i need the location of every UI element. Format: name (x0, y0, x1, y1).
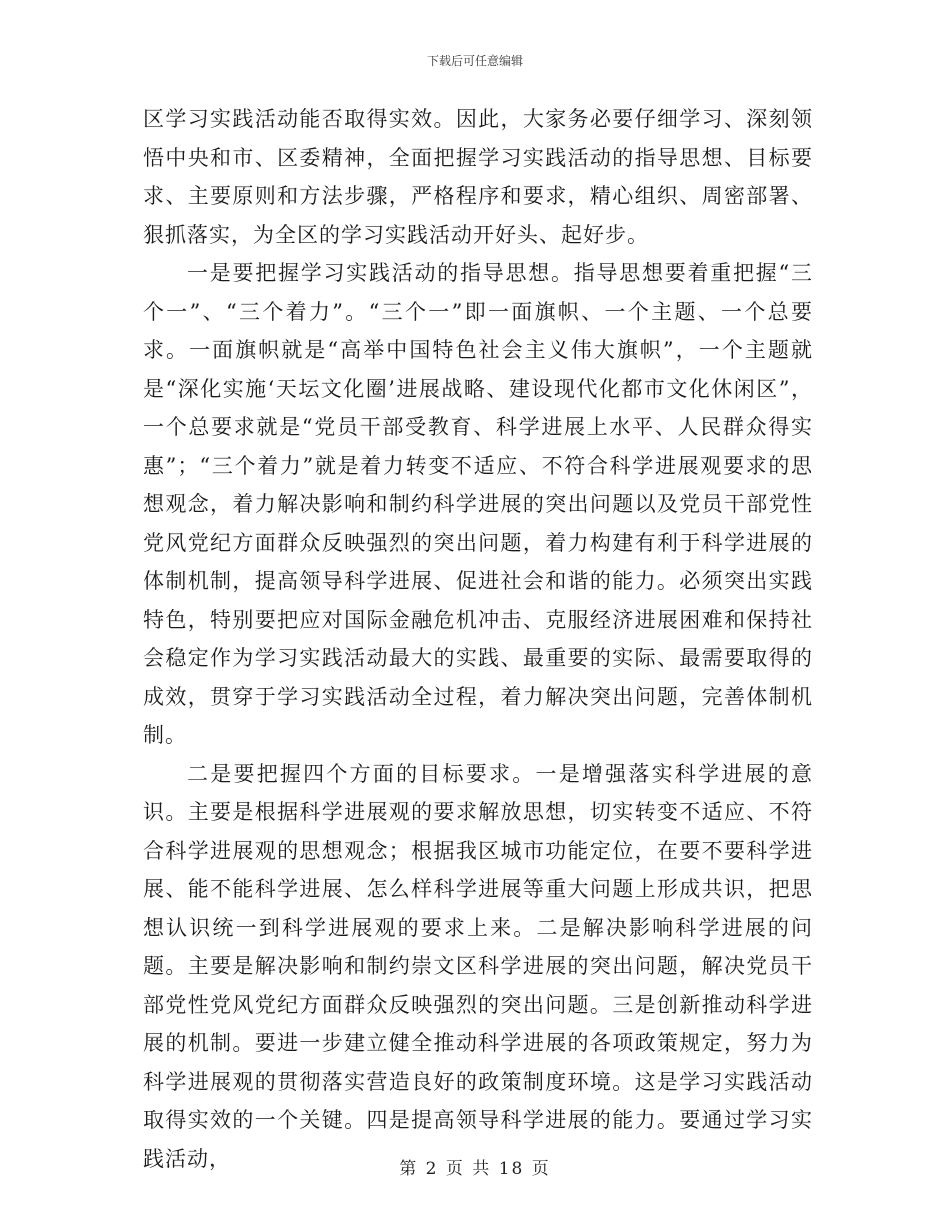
document-body (143, 100, 813, 1178)
page-number-footer: 第 2 页 共 18 页 (399, 1159, 551, 1179)
paragraph-3: 二是要把握四个方面的目标要求。一是增强落实科学进展的意识。主要是根据科学进展观的要求解放思想，切实转变不适应、不符合科学进展观的思想观念；根据我区城市功能定位，在要不要科学进展、能不能科学进展、怎么样科学进展等重大问题上形成共识，把思想认识统一到科学进展观的要求上来。二是解决影响科学进展的问题。主要是解决影响和制约崇文区科学进展的突出问题，解决党员干部党性党风党纪方面群众反映强烈的突出问题。三是创新推动科学进展的机制。要进一步建立健全推动科学进展的各项政策规定，努力为科学进展观的贯彻落实营造良好的政策制度环境。这是学习实践活动取得实效的一个关键。四是提高领导科学进展的能力。要通过学习实践活动， (143, 761, 813, 1171)
paragraph-1: 区学习实践活动能否取得实效。因此，大家务必要仔细学习、深刻领悟中央和市、区委精神，全面把握学习实践活动的指导思想、目标要求、主要原则和方法步骤，严格程序和要求，精心组织、周密部署、狠抓落实，为全区的学习实践活动开好头、起好步。 (143, 107, 813, 247)
page-header: 下载后可任意编辑 (426, 54, 523, 68)
paragraph-2: 一是要把握学习实践活动的指导思想。指导思想要着重把握“三个一”、“三个着力”。“三个一”即一面旗帜、一个主题、一个总要求。一面旗帜就是“高举中国特色社会主义伟大旗帜”，一个主题就是“深化实施‘天坛文化圈’进展战略、建设现代化都市文化休闲区”，一个总要求就是“党员干部受教育、科学进展上水平、人民群众得实惠”；“三个着力”就是着力转变不适应、不符合科学进展观要求的思想观念，着力解决影响和制约科学进展的突出问题以及党员干部党性党风党纪方面群众反映强烈的突出问题，着力构建有利于科学进展的体制机制，提高领导科学进展、促进社会和谐的能力。必须突出实践特色，特别要把应对国际金融危机冲击、克服经济进展困难和保持社会稳定作为学习实践活动最大的实践、最重要的实际、最需要取得的成效，贯穿于学习实践活动全过程，着力解决突出问题，完善体制机制。 (143, 261, 813, 747)
